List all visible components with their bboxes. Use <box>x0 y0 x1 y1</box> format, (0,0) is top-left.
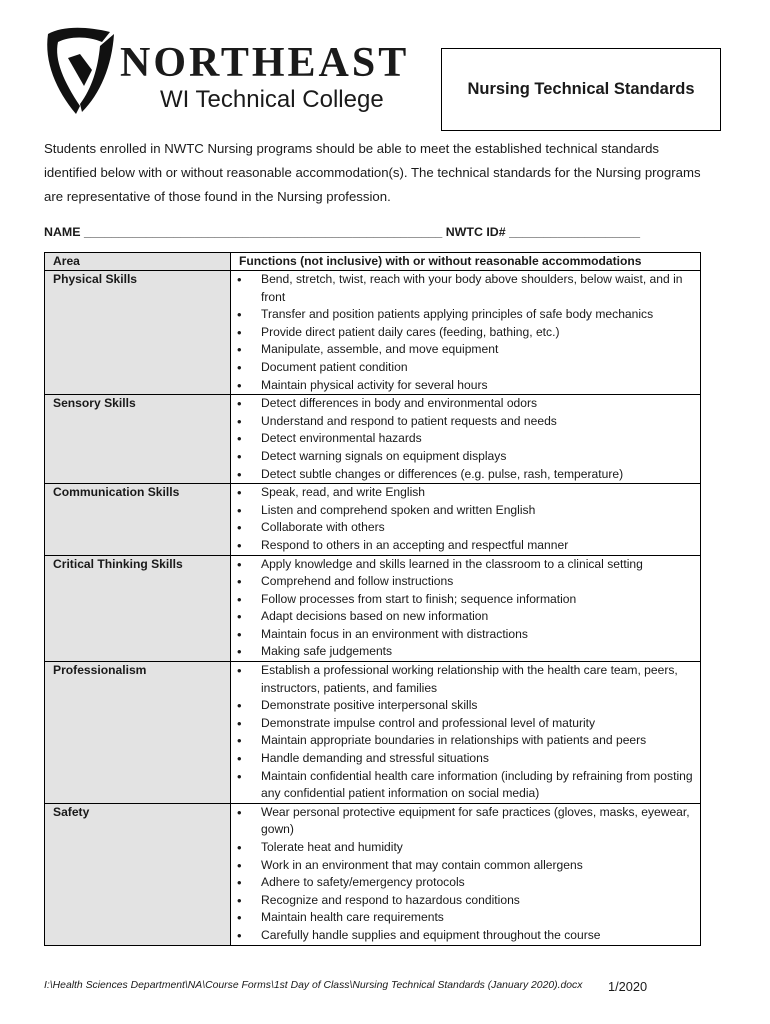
list-item: • Demonstrate impulse control and professional level of maturity <box>231 715 696 733</box>
area-cell: Critical Thinking Skills <box>45 555 231 662</box>
northeast-wi-logo-icon <box>40 24 118 116</box>
list-item: • Recognize and respond to hazardous conditions <box>231 892 696 910</box>
table-row <box>45 803 701 945</box>
table-row <box>45 555 701 662</box>
functions-list <box>231 662 696 803</box>
list-item: • Bend, stretch, twist, reach with your body above shoulders, below waist, and in front <box>231 271 696 306</box>
nwtc-id-label: NWTC ID# <box>445 225 506 239</box>
list-item: • Adhere to safety/emergency protocols <box>231 874 696 892</box>
list-item: • Tolerate heat and humidity <box>231 839 696 857</box>
list-item: • Detect warning signals on equipment displays <box>231 448 696 466</box>
table-row <box>45 271 701 395</box>
list-item: • Respond to others in an accepting and respectful manner <box>231 537 696 555</box>
functions-cell <box>231 555 701 662</box>
list-item: • Collaborate with others <box>231 519 696 537</box>
functions-list <box>231 484 696 554</box>
name-label: NAME <box>44 225 81 239</box>
list-item: • Manipulate, assemble, and move equipment <box>231 341 696 359</box>
list-item: • Transfer and position patients applying principles of safe body mechanics <box>231 306 696 324</box>
list-item: • Apply knowledge and skills learned in the classroom to a clinical setting <box>231 556 696 574</box>
functions-cell <box>231 662 701 804</box>
list-item: • Follow processes from start to finish; sequence information <box>231 591 696 609</box>
area-cell: Communication Skills <box>45 484 231 555</box>
nwtc-id-field[interactable]: ___________________ <box>509 225 641 239</box>
list-item: • Detect differences in body and environmental odors <box>231 395 696 413</box>
list-item: • Listen and comprehend spoken and written English <box>231 502 696 520</box>
list-item: • Maintain confidential health care information (including by refraining from posting any confidential patient information on social media) <box>231 768 696 803</box>
list-item: • Adapt decisions based on new information <box>231 608 696 626</box>
student-info-line <box>44 225 704 239</box>
document-title-box <box>441 48 721 131</box>
area-cell: Physical Skills <box>45 271 231 395</box>
functions-cell <box>231 484 701 555</box>
list-item: • Wear personal protective equipment for safe practices (gloves, masks, eyewear, gown) <box>231 804 696 839</box>
list-item: • Detect environmental hazards <box>231 430 696 448</box>
area-cell: Sensory Skills <box>45 395 231 484</box>
functions-list <box>231 395 696 483</box>
functions-list <box>231 271 696 394</box>
list-item: • Demonstrate positive interpersonal skills <box>231 697 696 715</box>
list-item: • Comprehend and follow instructions <box>231 573 696 591</box>
list-item: • Maintain appropriate boundaries in relationships with patients and peers <box>231 732 696 750</box>
list-item: • Maintain physical activity for several hours <box>231 377 696 395</box>
list-item: • Provide direct patient daily cares (feeding, bathing, etc.) <box>231 324 696 342</box>
list-item: • Maintain focus in an environment with distractions <box>231 626 696 644</box>
list-item: • Document patient condition <box>231 359 696 377</box>
technical-standards-table <box>44 252 701 946</box>
area-cell: Safety <box>45 803 231 945</box>
column-header-functions: Functions (not inclusive) with or without reasonable accommodations <box>231 253 701 271</box>
college-name: NORTHEAST <box>120 40 410 86</box>
functions-list <box>231 804 696 945</box>
document-title: Nursing Technical Standards <box>467 80 695 98</box>
list-item: • Detect subtle changes or differences (e.g. pulse, rash, temperature) <box>231 466 696 484</box>
table-row <box>45 395 701 484</box>
list-item: • Work in an environment that may contain common allergens <box>231 857 696 875</box>
functions-list <box>231 556 696 662</box>
list-item: • Maintain health care requirements <box>231 909 696 927</box>
functions-cell <box>231 395 701 484</box>
list-item: • Carefully handle supplies and equipment throughout the course <box>231 927 696 945</box>
name-field[interactable]: ____________________________________________________ <box>83 225 443 239</box>
footer-date: 1/2020 <box>608 979 648 994</box>
college-logo <box>40 24 420 120</box>
column-header-area: Area <box>45 253 231 271</box>
area-cell: Professionalism <box>45 662 231 804</box>
table-row <box>45 484 701 555</box>
college-subname: WI Technical College <box>160 86 384 113</box>
functions-cell <box>231 271 701 395</box>
table-row <box>45 662 701 804</box>
list-item: • Handle demanding and stressful situations <box>231 750 696 768</box>
functions-cell <box>231 803 701 945</box>
footer-file-path: I:\Health Sciences Department\NA\Course Forms\1st Day of Class\Nursing Technical Standards (January 2020).docx <box>44 980 583 991</box>
list-item: • Understand and respond to patient requests and needs <box>231 413 696 431</box>
list-item: • Speak, read, and write English <box>231 484 696 502</box>
list-item: • Establish a professional working relationship with the health care team, peers, instructors, patients, and families <box>231 662 696 697</box>
table-header-row <box>45 253 701 271</box>
intro-paragraph: Students enrolled in NWTC Nursing programs should be able to meet the established technical standards identified below with or without reasonable accommodation(s). The technical standards for the Nursing programs are representative of those found in the Nursing profession. <box>44 141 701 204</box>
list-item: • Making safe judgements <box>231 643 696 661</box>
